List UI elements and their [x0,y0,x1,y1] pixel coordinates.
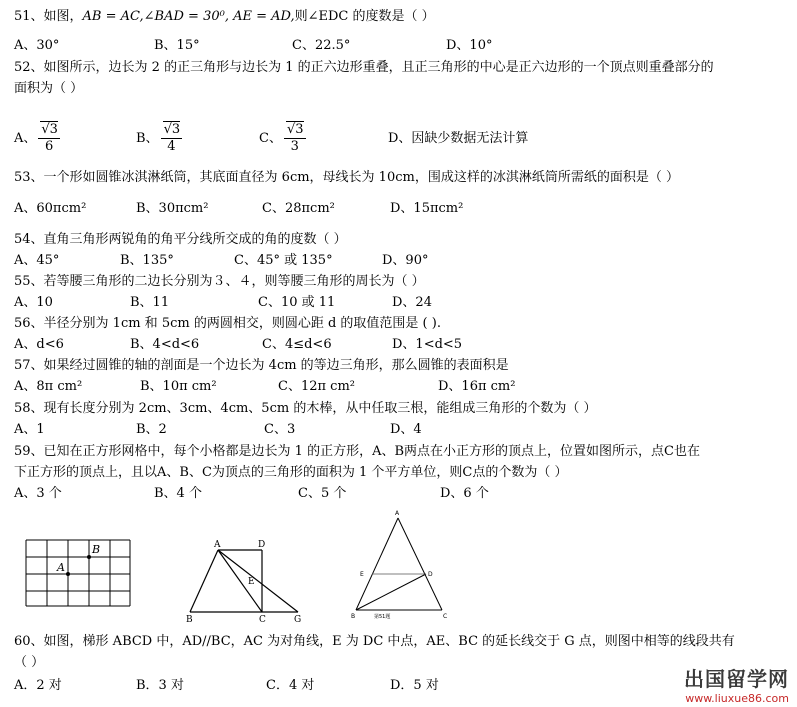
q57-option-a[interactable]: A、8π cm² [14,379,83,394]
tri-label-a: A [395,510,400,517]
grid-figure [24,538,132,608]
q59-option-c[interactable]: C、5 个 [298,486,347,501]
q51-option-b[interactable]: B、15° [154,38,200,53]
q53-option-a[interactable]: A、60πcm² [14,201,87,216]
grid-lines [26,540,130,606]
trap-label-g: G [294,615,302,625]
trap-label-b: B [186,615,193,625]
q55-option-b[interactable]: B、11 [130,295,170,310]
q53-option-d[interactable]: D、15πcm² [390,201,464,216]
q52-stem-line1: 52、如图所示，边长为 2 的正三角形与边长为 1 的正六边形重叠，且正三角形的中心是正六边形的一个顶点则重叠部分的 [14,60,714,75]
q54-option-d[interactable]: D、90° [382,253,429,268]
trap-label-d: D [258,540,266,550]
q58-option-d[interactable]: D、4 [390,422,422,437]
q52-option-a[interactable]: A、 $\frac{√3}{6}$ [14,122,58,154]
q55-option-d[interactable]: D、24 [392,295,432,310]
point-b [87,555,91,559]
q57-stem: 57、如果经过圆锥的轴的剖面是一个边长为 4cm 的等边三角形，那么圆锥的表面积是 [14,358,509,373]
site-watermark [684,663,789,705]
q54-option-b[interactable]: B、135° [120,253,174,268]
q53-option-c[interactable]: C、28πcm² [262,201,335,216]
q60-option-c[interactable]: C．4 对 [266,678,315,693]
trap-label-a: A [214,540,221,550]
q56-option-a[interactable]: A、d<6 [14,337,64,352]
q51-math: AB = AC,∠BAD = 30⁰, AE = AD, [82,9,295,24]
q52-stem-line2: 面积为（ ） [14,81,84,96]
q56-option-c[interactable]: C、4≤d<6 [262,337,332,352]
q54-option-a[interactable]: A、45° [14,253,60,268]
grid-label-b: B [92,543,101,556]
q55-option-a[interactable]: A、10 [14,295,53,310]
q59-stem-line2: 下正方形的顶点上，且以A、B、C为顶点的三角形的面积为 1 个平方单位，则C点的个数为（ ） [14,465,568,480]
point-a [66,572,70,576]
q57-option-c[interactable]: C、12π cm² [278,379,355,394]
triangle-lines [356,518,442,610]
trapezoid-lines [190,550,298,612]
tri-caption: 第51题 [374,614,391,620]
q56-option-d[interactable]: D、1<d<5 [392,337,463,352]
q54-option-c[interactable]: C、45° 或 135° [234,253,333,268]
q59-stem-line1: 59、已知在正方形网格中，每个小格都是边长为 1 的正方形，A、B两点在小正方形的顶点上，位置如图所示，点C也在 [14,444,700,459]
q52-option-b[interactable]: B、 $\frac{√3}{4}$ [136,122,181,154]
q58-option-a[interactable]: A、1 [14,422,45,437]
q60-option-d[interactable]: D．5 对 [390,678,439,693]
q51-option-d[interactable]: D、10° [446,38,493,53]
q59-option-a[interactable]: A、3 个 [14,486,62,501]
q59-option-d[interactable]: D、6 个 [440,486,489,501]
q58-option-c[interactable]: C、3 [264,422,296,437]
q55-option-c[interactable]: C、10 或 11 [258,295,336,310]
tri-label-d: D [428,571,433,578]
q58-option-b[interactable]: B、2 [136,422,167,437]
q57-option-b[interactable]: B、10π cm² [140,379,217,394]
grid-label-a: A [57,561,65,574]
q52-option-d[interactable]: D、因缺少数据无法计算 [388,131,529,146]
q53-option-b[interactable]: B、30πcm² [136,201,209,216]
tri-label-b: B [351,613,356,620]
q58-stem: 58、现有长度分别为 2cm、3cm、4cm、5cm 的木棒，从中任取三根，能组成三角形的个数为（ ） [14,401,597,416]
tri-label-e: E [360,571,364,578]
q60-option-b[interactable]: B．3 对 [136,678,184,693]
trap-label-c: C [259,615,266,625]
q52-option-c[interactable]: C、 $\frac{√3}{3}$ [259,122,304,154]
q55-stem: 55、若等腰三角形的二边长分别为３、４，则等腰三角形的周长为（ ） [14,274,425,289]
q53-stem: 53、一个形如圆锥冰淇淋纸筒，其底面直径为 6cm，母线长为 10cm，围成这样的冰淇淋纸筒所需纸的面积是（ ） [14,170,679,185]
tri-label-c: C [443,613,448,620]
watermark-name: 出国留学网 [684,667,789,691]
triangle-figure [350,508,454,624]
q56-stem: 56、半径分别为 1cm 和 5cm 的两圆相交，则圆心距 d 的取值范围是 ( ). [14,316,441,331]
q51-option-a[interactable]: A、30° [14,38,60,53]
q51-stem: 51、如图，AB = AC,∠BAD = 30⁰, AE = AD,则∠EDC 的度数是（ ） [14,9,435,24]
trapezoid-figure [184,538,308,626]
q60-option-a[interactable]: A．2 对 [14,678,62,693]
q51-option-c[interactable]: C、22.5° [292,38,351,53]
q60-stem-line1: 60、如图，梯形 ABCD 中，AD//BC，AC 为对角线，E 为 DC 中点，AE、BC 的延长线交于 G 点，则图中相等的线段共有 [14,634,735,649]
q60-stem-line2: （ ） [14,655,45,670]
trap-label-e: E [248,577,255,587]
q56-option-b[interactable]: B、4<d<6 [130,337,200,352]
watermark-url[interactable]: www.liuxue86.com [685,692,789,705]
q57-option-d[interactable]: D、16π cm² [438,379,516,394]
q59-option-b[interactable]: B、4 个 [154,486,202,501]
q54-stem: 54、直角三角形两锐角的角平分线所交成的角的度数（ ） [14,232,347,247]
